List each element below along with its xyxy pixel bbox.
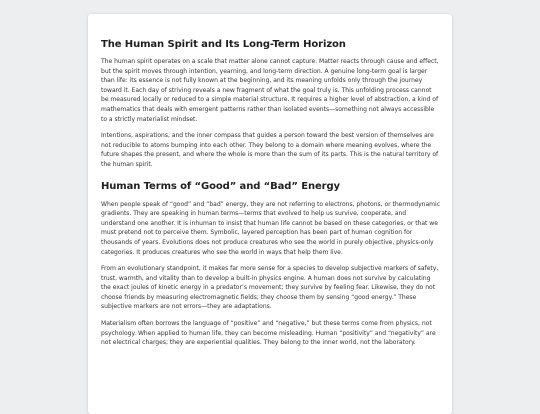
paragraph: When people speak of “good” and “bad” energy, they are not referring to electrons, photons, or thermodynamic gradients. They are speaking in human terms—terms that evolved to help us survive, cooperate, and understand one another. It is inhuman to insist that human life cannot be based on these categories, or that we must pretend not to perceive them. Symbolic, layered perception has been part of human cognition for thousands of years. Evolutions does not produce creatures who see the world in purely objective, physics-only categories. It produces creatures who see the world in ways that help them live. (101, 200, 440, 256)
paragraph: Intentions, aspirations, and the inner compass that guides a person toward the best version of themselves are not reducible to atoms bumping into each other. They belong to a domain where meaning evolves, where the future shapes the present, and where the whole is more than the sum of its parts. This is the natural territory of the human spirit. (101, 132, 439, 168)
document-page (88, 14, 452, 414)
section-heading-human-spirit: The Human Spirit and Its Long-Term Horizon (101, 39, 346, 50)
paragraph: From an evolutionary standpoint, it makes far more sense for a species to develop subjective markers of safety, trust, warmth, and vitality than to develop a built-in physics engine. A human does not survive by calculating the exact joules of kinetic energy in a predator’s movement; they survive by feeling fear. Likewise, they do not choose friends by measuring electromagnetic fields; they choose them by sensing “good energy.” These subjective markers are not errors—they are adaptations. (101, 265, 439, 311)
paragraph: The human spirit operates on a scale that matter alone cannot capture. Matter reacts through cause and effect, but the spirit moves through intention, yearning, and long-term direction. A genuine long-term goal is larger than life: its essence is not fully known at the beginning, and its meaning unfolds only through the journey toward it. Each day of striving reveals a new fragment of what the goal truly is. This unfolding process cannot be measured locally or reduced to a simple material structure. It requires a higher level of abstraction, a kind of mathematics that deals with emergent patterns rather than isolated events—something not always accessible to a strictly materialist mindset. (101, 58, 439, 123)
paragraph: Materialism often borrows the language of “positive” and “negative,” but these terms come from physics, not psychology. When applied to human life, they can become misleading. Human “positivity” and “negativity” are not electrical charges; they are experiential qualities. They belong to the inner world, not the laboratory. (101, 320, 436, 347)
section-heading-good-bad-energy: Human Terms of “Good” and “Bad” Energy (101, 180, 340, 192)
